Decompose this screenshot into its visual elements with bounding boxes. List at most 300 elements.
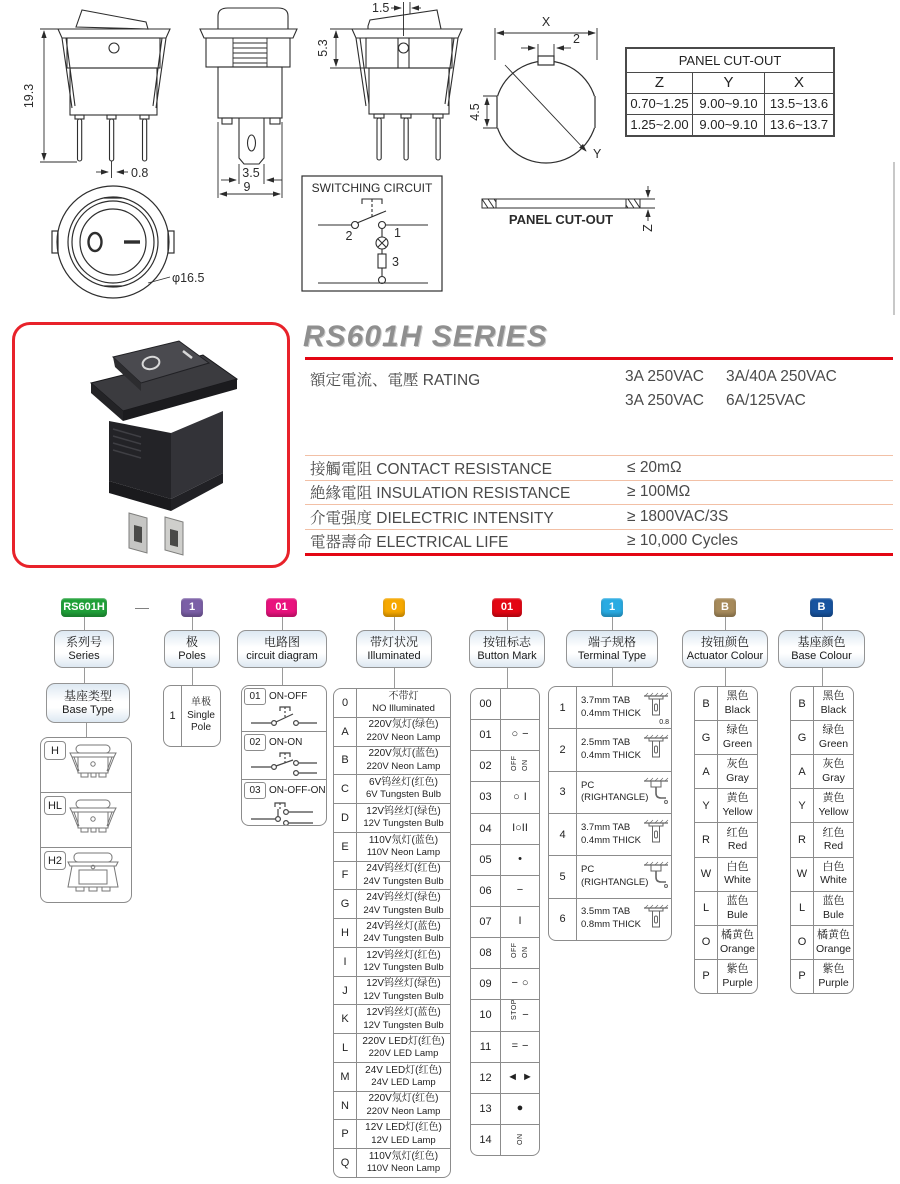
button-mark-cell <box>501 1063 539 1093</box>
button-mark-cell <box>501 689 539 719</box>
option-code: O <box>695 926 718 959</box>
base-type-code: HL <box>44 796 66 815</box>
option-code: P <box>334 1120 357 1148</box>
mark-symbol: − <box>522 728 529 741</box>
panel-cutout-table <box>625 47 835 137</box>
illuminated-row <box>334 1119 450 1148</box>
option-code: 01 <box>244 688 266 705</box>
option-code: 03 <box>244 782 266 799</box>
illuminated-row <box>334 918 450 947</box>
dim-offset-label: 1.5 <box>372 1 390 15</box>
button-mark-row <box>471 689 539 719</box>
colour-cell <box>814 926 853 959</box>
field-label-zh: 系列号 <box>65 635 102 650</box>
option-en: 220V LED Lamp <box>368 1048 439 1060</box>
illuminated-row <box>334 689 450 717</box>
circuit-row-head <box>242 732 326 751</box>
option-code: 05 <box>471 845 501 875</box>
colour-row <box>791 891 853 925</box>
option-zh: 12V LED灯(红色) <box>365 1122 442 1134</box>
field-label-en: Terminal Type <box>577 649 647 662</box>
cutout-cell: 0.70~1.25 <box>627 93 693 114</box>
option-code: 2 <box>549 729 577 770</box>
option-en: 24V Tungsten Bulb <box>363 875 444 887</box>
button-mark-cell <box>501 876 539 906</box>
rating-label: 額定電流、電壓 RATING <box>310 372 481 389</box>
button-mark-row <box>471 1062 539 1093</box>
field-label-zh: 极 <box>185 635 198 650</box>
mark-symbol: ○ <box>511 728 519 741</box>
connector-line <box>282 668 283 685</box>
mark-symbols <box>510 1040 531 1054</box>
colour-row <box>791 754 853 788</box>
terminal-cell <box>577 856 671 897</box>
connector-line <box>612 668 613 686</box>
option-en: 12V Tungsten Bulb <box>363 1019 444 1031</box>
mark-symbol: ○ <box>513 790 520 803</box>
actuator-colour-table <box>694 686 758 994</box>
illuminated-cell <box>357 775 450 803</box>
mark-symbol: ► <box>522 1070 533 1083</box>
terminal-line: 0.4mm THICK <box>581 707 642 719</box>
colour-row <box>695 754 757 788</box>
poles-line: Single <box>187 709 215 721</box>
cutout-x-label: X <box>541 15 551 29</box>
option-en: 12V Tungsten Bulb <box>363 990 444 1002</box>
order-code-badge: 0 <box>383 598 405 617</box>
rating-value: 6A/125VAC <box>726 392 806 409</box>
circuit-row-head <box>242 780 326 799</box>
colour-cell <box>718 721 757 754</box>
option-zh: 绿色 <box>822 724 845 737</box>
cutout-cell: 13.5~13.6 <box>765 93 833 114</box>
circuit-label: ON-OFF <box>269 691 308 702</box>
option-code: F <box>334 862 357 890</box>
mark-symbols <box>509 977 530 991</box>
option-code: W <box>791 858 814 891</box>
page-title: RS601H SERIES <box>303 320 548 353</box>
connector-line <box>394 617 395 630</box>
order-code-badge: 1 <box>601 598 623 617</box>
mark-symbol: − <box>522 1008 529 1021</box>
mark-symbols <box>509 755 531 771</box>
switch-round-view <box>52 186 174 298</box>
colour-row <box>695 959 757 993</box>
colour-cell <box>718 892 757 925</box>
order-field-label <box>778 630 865 668</box>
option-code: 01 <box>471 720 501 750</box>
base-type-row <box>41 847 131 902</box>
cutout-col-header: Y <box>693 73 765 93</box>
mark-symbol: − <box>522 1039 529 1052</box>
mark-symbol: OFF <box>511 755 518 771</box>
connector-line <box>394 668 395 688</box>
illuminated-cell <box>357 689 450 717</box>
option-code: 11 <box>471 1032 501 1062</box>
base-type-row <box>41 792 131 847</box>
option-zh: 110V氖灯(蓝色) <box>368 834 439 846</box>
mark-symbols <box>509 942 531 958</box>
colour-row <box>791 822 853 856</box>
illuminated-row <box>334 1148 450 1177</box>
field-label-zh: 带灯状况 <box>369 635 418 650</box>
product-photo-frame <box>12 322 290 568</box>
rating-value: 3A/40A 250VAC <box>726 368 837 385</box>
colour-row <box>695 822 757 856</box>
spec-label: 絶緣電阻 INSULATION RESISTANCE <box>310 485 571 503</box>
illuminated-cell <box>357 1034 450 1062</box>
option-en: White <box>820 874 847 887</box>
colour-row <box>791 788 853 822</box>
field-label-en: circuit diagram <box>246 649 318 662</box>
dim-tab-label: 3.5 <box>242 166 260 180</box>
option-en: Yellow <box>818 806 849 819</box>
order-code-badge: 01 <box>492 598 522 617</box>
connector-line <box>192 668 193 685</box>
order-code-badge: 1 <box>181 598 203 617</box>
colour-row <box>695 857 757 891</box>
field-label-zh: 端子规格 <box>587 635 636 650</box>
spec-row <box>305 530 893 554</box>
connector-line <box>507 668 508 688</box>
circuit-symbol-icon <box>242 799 326 826</box>
mark-symbol: STOP <box>511 999 519 1020</box>
poles-line: Pole <box>190 722 211 734</box>
spec-row <box>305 481 893 506</box>
dim-pin-label: 0.8 <box>131 166 149 180</box>
option-zh: 24V钨丝灯(红色) <box>366 863 441 875</box>
option-en: 24V Tungsten Bulb <box>363 933 444 945</box>
colour-cell <box>718 789 757 822</box>
option-en: Black <box>820 703 847 716</box>
title-rule <box>305 357 893 360</box>
terminal-row <box>549 813 671 855</box>
option-code: P <box>695 960 718 993</box>
option-code: Q <box>334 1149 357 1177</box>
panel-cutout-drawing <box>492 56 600 163</box>
option-en: NO Illuminated <box>372 703 435 715</box>
option-zh: 黄色 <box>726 792 749 805</box>
option-code: R <box>791 823 814 856</box>
option-zh: 蓝色 <box>822 894 845 907</box>
terminal-line: 3.7mm TAB <box>581 694 631 706</box>
dim-z <box>640 186 655 221</box>
option-en: Red <box>823 840 844 853</box>
colour-row <box>791 959 853 993</box>
illuminated-row <box>334 803 450 832</box>
option-code: 1 <box>164 686 182 746</box>
base-colour-table <box>790 686 854 994</box>
terminal-icon <box>643 903 669 941</box>
button-mark-row <box>471 1031 539 1062</box>
mark-symbol: • <box>518 852 522 865</box>
option-zh: 12V钨丝灯(绿色) <box>366 978 441 990</box>
option-zh: 紫色 <box>726 962 749 975</box>
option-code: R <box>695 823 718 856</box>
panel-cutout-caption: PANEL CUT-OUT <box>508 212 614 227</box>
button-mark-row <box>471 999 539 1030</box>
option-code: B <box>791 687 814 720</box>
colour-row <box>695 891 757 925</box>
option-zh: 红色 <box>726 826 749 839</box>
connector-line <box>192 617 193 630</box>
field-label-zh: 电路图 <box>263 635 300 650</box>
mark-symbols <box>509 728 530 742</box>
circuit-symbol-icon <box>242 705 326 731</box>
option-en: Gray <box>726 772 749 785</box>
option-zh: 橘黄色 <box>721 928 754 941</box>
poles-row <box>164 686 220 746</box>
terminal-line: 0.4mm THICK <box>581 749 642 761</box>
option-en: 24V Tungsten Bulb <box>363 904 444 916</box>
colour-cell <box>814 960 853 993</box>
button-mark-row <box>471 937 539 968</box>
colour-cell <box>718 926 757 959</box>
field-label-en: Actuator Colour <box>686 649 764 662</box>
option-code: D <box>334 804 357 832</box>
option-zh: 220V氖灯(红色) <box>368 1093 439 1105</box>
colour-cell <box>814 789 853 822</box>
option-zh: 黄色 <box>822 792 845 805</box>
terminal-row <box>549 687 671 728</box>
option-code: L <box>695 892 718 925</box>
connector-line <box>725 617 726 630</box>
button-mark-row <box>471 1124 539 1155</box>
option-code: 07 <box>471 907 501 937</box>
cutout-cell: 1.25~2.00 <box>627 114 693 135</box>
terminal-row <box>549 728 671 770</box>
illuminated-row <box>334 746 450 775</box>
terminal-line: (RIGHTANGLE) <box>581 876 649 888</box>
poles-line: 单极 <box>191 697 211 709</box>
option-zh: 白色 <box>726 860 749 873</box>
illuminated-cell <box>357 1063 450 1091</box>
connector-line <box>282 617 283 630</box>
connector-line <box>84 617 85 630</box>
terminal-line: 3.5mm TAB <box>581 906 631 918</box>
colour-row <box>791 857 853 891</box>
terminal-row <box>549 771 671 813</box>
option-code: 06 <box>471 876 501 906</box>
option-code: G <box>334 890 357 918</box>
terminal-cell <box>577 729 671 770</box>
button-mark-cell <box>501 814 539 844</box>
option-en: Orange <box>815 942 852 955</box>
field-label-zh: 按钮颜色 <box>700 635 749 650</box>
illuminated-cell <box>357 747 450 775</box>
terminal-icon <box>643 818 669 857</box>
cutout-cell: 9.00~9.10 <box>693 114 765 135</box>
mark-symbols <box>515 884 525 898</box>
mark-symbols <box>516 915 523 929</box>
field-label-en: Base Colour <box>791 649 852 662</box>
switch-front-icon <box>62 797 124 844</box>
order-field-label <box>356 630 432 668</box>
colour-row <box>695 925 757 959</box>
field-label-zh: 按钮标志 <box>482 635 531 650</box>
option-en: Orange <box>719 942 756 955</box>
mark-symbols <box>515 1102 526 1116</box>
order-field-label <box>237 630 327 668</box>
mark-symbols <box>509 999 530 1023</box>
option-code: W <box>695 858 718 891</box>
mark-symbols <box>510 822 530 836</box>
mark-symbol: ◄ <box>507 1070 518 1083</box>
order-field-label <box>54 630 114 668</box>
cutout-table-title: PANEL CUT-OUT <box>627 49 833 73</box>
colour-row <box>695 687 757 720</box>
terminal-cell <box>577 687 671 728</box>
poles-cell <box>182 686 220 746</box>
spec-table <box>305 455 893 556</box>
option-zh: 绿色 <box>726 724 749 737</box>
option-zh: 灰色 <box>822 758 845 771</box>
terminal-icon <box>643 776 669 815</box>
terminal-row <box>549 898 671 940</box>
option-code: M <box>334 1063 357 1091</box>
option-en: 12V Tungsten Bulb <box>363 962 444 974</box>
option-zh: 110V氖灯(红色) <box>368 1150 439 1162</box>
option-en: Green <box>722 737 753 750</box>
terminal-cell <box>577 899 671 940</box>
connector-line <box>612 617 613 630</box>
option-code: 10 <box>471 1000 501 1030</box>
spec-label: 電器壽命 ELECTRICAL LIFE <box>310 534 509 552</box>
switch-side-view-2 <box>352 10 462 160</box>
option-code: L <box>791 892 814 925</box>
illuminated-cell <box>357 1149 450 1177</box>
spec-row <box>305 456 893 481</box>
mark-symbol: − <box>511 977 518 990</box>
colour-cell <box>814 858 853 891</box>
option-code: P <box>791 960 814 993</box>
option-code: B <box>334 747 357 775</box>
terminal-line: 3.7mm TAB <box>581 821 631 833</box>
switch-side-view <box>58 10 170 161</box>
order-field-label <box>682 630 768 668</box>
spec-value: ≥ 100MΩ <box>627 483 691 501</box>
option-en: 110V Neon Lamp <box>366 847 441 859</box>
option-code: 02 <box>471 751 501 781</box>
dim-1-5 <box>391 2 421 36</box>
option-code: 00 <box>471 689 501 719</box>
colour-row <box>695 720 757 754</box>
dim-19-3 <box>40 29 77 162</box>
illuminated-row <box>334 1091 450 1120</box>
field-label-en: Poles <box>178 649 206 662</box>
button-mark-cell <box>501 1125 539 1155</box>
button-mark-cell <box>501 938 539 968</box>
switching-circuit <box>302 176 442 291</box>
cutout-flat-label: 4.5 <box>468 103 482 121</box>
illuminated-cell <box>357 1120 450 1148</box>
dim-x <box>495 28 597 60</box>
illuminated-cell <box>357 718 450 746</box>
option-code: A <box>695 755 718 788</box>
option-zh: 白色 <box>822 860 845 873</box>
illuminated-row <box>334 832 450 861</box>
button-mark-cell <box>501 1094 539 1124</box>
option-code: 0 <box>334 689 357 717</box>
field-label-en: Series <box>68 649 100 662</box>
mark-symbol: ON <box>522 946 529 958</box>
illuminated-row <box>334 774 450 803</box>
cutout-cell: 9.00~9.10 <box>693 93 765 114</box>
circuit-label: ON-ON <box>269 737 303 748</box>
mark-symbol: OFF <box>511 942 518 958</box>
panel-bar-drawing <box>482 199 640 208</box>
option-zh: 24V LED灯(红色) <box>365 1064 442 1076</box>
illuminated-cell <box>357 890 450 918</box>
cutout-y-label: Y <box>593 147 602 161</box>
illuminated-cell <box>357 919 450 947</box>
switch-front-icon <box>62 742 124 789</box>
base-type-row <box>41 738 131 792</box>
field-label-zh: 基座颜色 <box>797 635 846 650</box>
order-code-badge: B <box>714 598 736 617</box>
illuminated-cell <box>357 977 450 1005</box>
terminal-cell <box>577 814 671 855</box>
option-zh: 220V氖灯(绿色) <box>368 719 439 731</box>
colour-cell <box>718 858 757 891</box>
option-zh: 灰色 <box>726 758 749 771</box>
option-zh: 紫色 <box>822 962 845 975</box>
order-field-label <box>566 630 658 668</box>
connector-line <box>507 617 508 630</box>
illuminated-cell <box>357 833 450 861</box>
illuminated-cell <box>357 862 450 890</box>
product-photo <box>53 329 253 559</box>
terminal-note: 0.8 <box>659 719 669 727</box>
option-code: 5 <box>549 856 577 897</box>
illuminated-row <box>334 861 450 890</box>
dim-diameter-label: φ16.5 <box>172 271 205 285</box>
option-en: 24V LED Lamp <box>371 1077 436 1089</box>
illuminated-row <box>334 717 450 746</box>
option-zh: 220V氖灯(蓝色) <box>368 748 439 760</box>
spec-row <box>305 505 893 530</box>
connector-line <box>86 723 87 737</box>
spec-value: ≥ 1800VAC/3S <box>627 507 729 525</box>
mark-symbol: I○II <box>512 821 528 834</box>
option-code: Y <box>791 789 814 822</box>
mark-symbol: − <box>516 884 524 897</box>
illuminated-cell <box>357 948 450 976</box>
base-type-code: H <box>44 741 66 760</box>
mark-symbol: I <box>518 915 522 928</box>
option-en: 220V Neon Lamp <box>366 760 441 772</box>
order-code-badge: 01 <box>266 598 297 617</box>
option-code: 09 <box>471 969 501 999</box>
circuit-label: ON-OFF-ON <box>269 785 326 796</box>
illuminated-row <box>334 1062 450 1091</box>
cutout-z-label: Z <box>641 224 655 232</box>
option-en: Purple <box>818 976 849 989</box>
button-mark-row <box>471 719 539 750</box>
option-code: 13 <box>471 1094 501 1124</box>
button-mark-cell <box>501 1032 539 1062</box>
button-mark-cell <box>501 751 539 781</box>
option-code: A <box>334 718 357 746</box>
option-en: Green <box>818 737 849 750</box>
colour-cell <box>718 960 757 993</box>
option-code: L <box>334 1034 357 1062</box>
colour-cell <box>718 687 757 720</box>
option-code: G <box>791 721 814 754</box>
option-code: K <box>334 1005 357 1033</box>
option-code: 14 <box>471 1125 501 1155</box>
button-mark-row <box>471 844 539 875</box>
